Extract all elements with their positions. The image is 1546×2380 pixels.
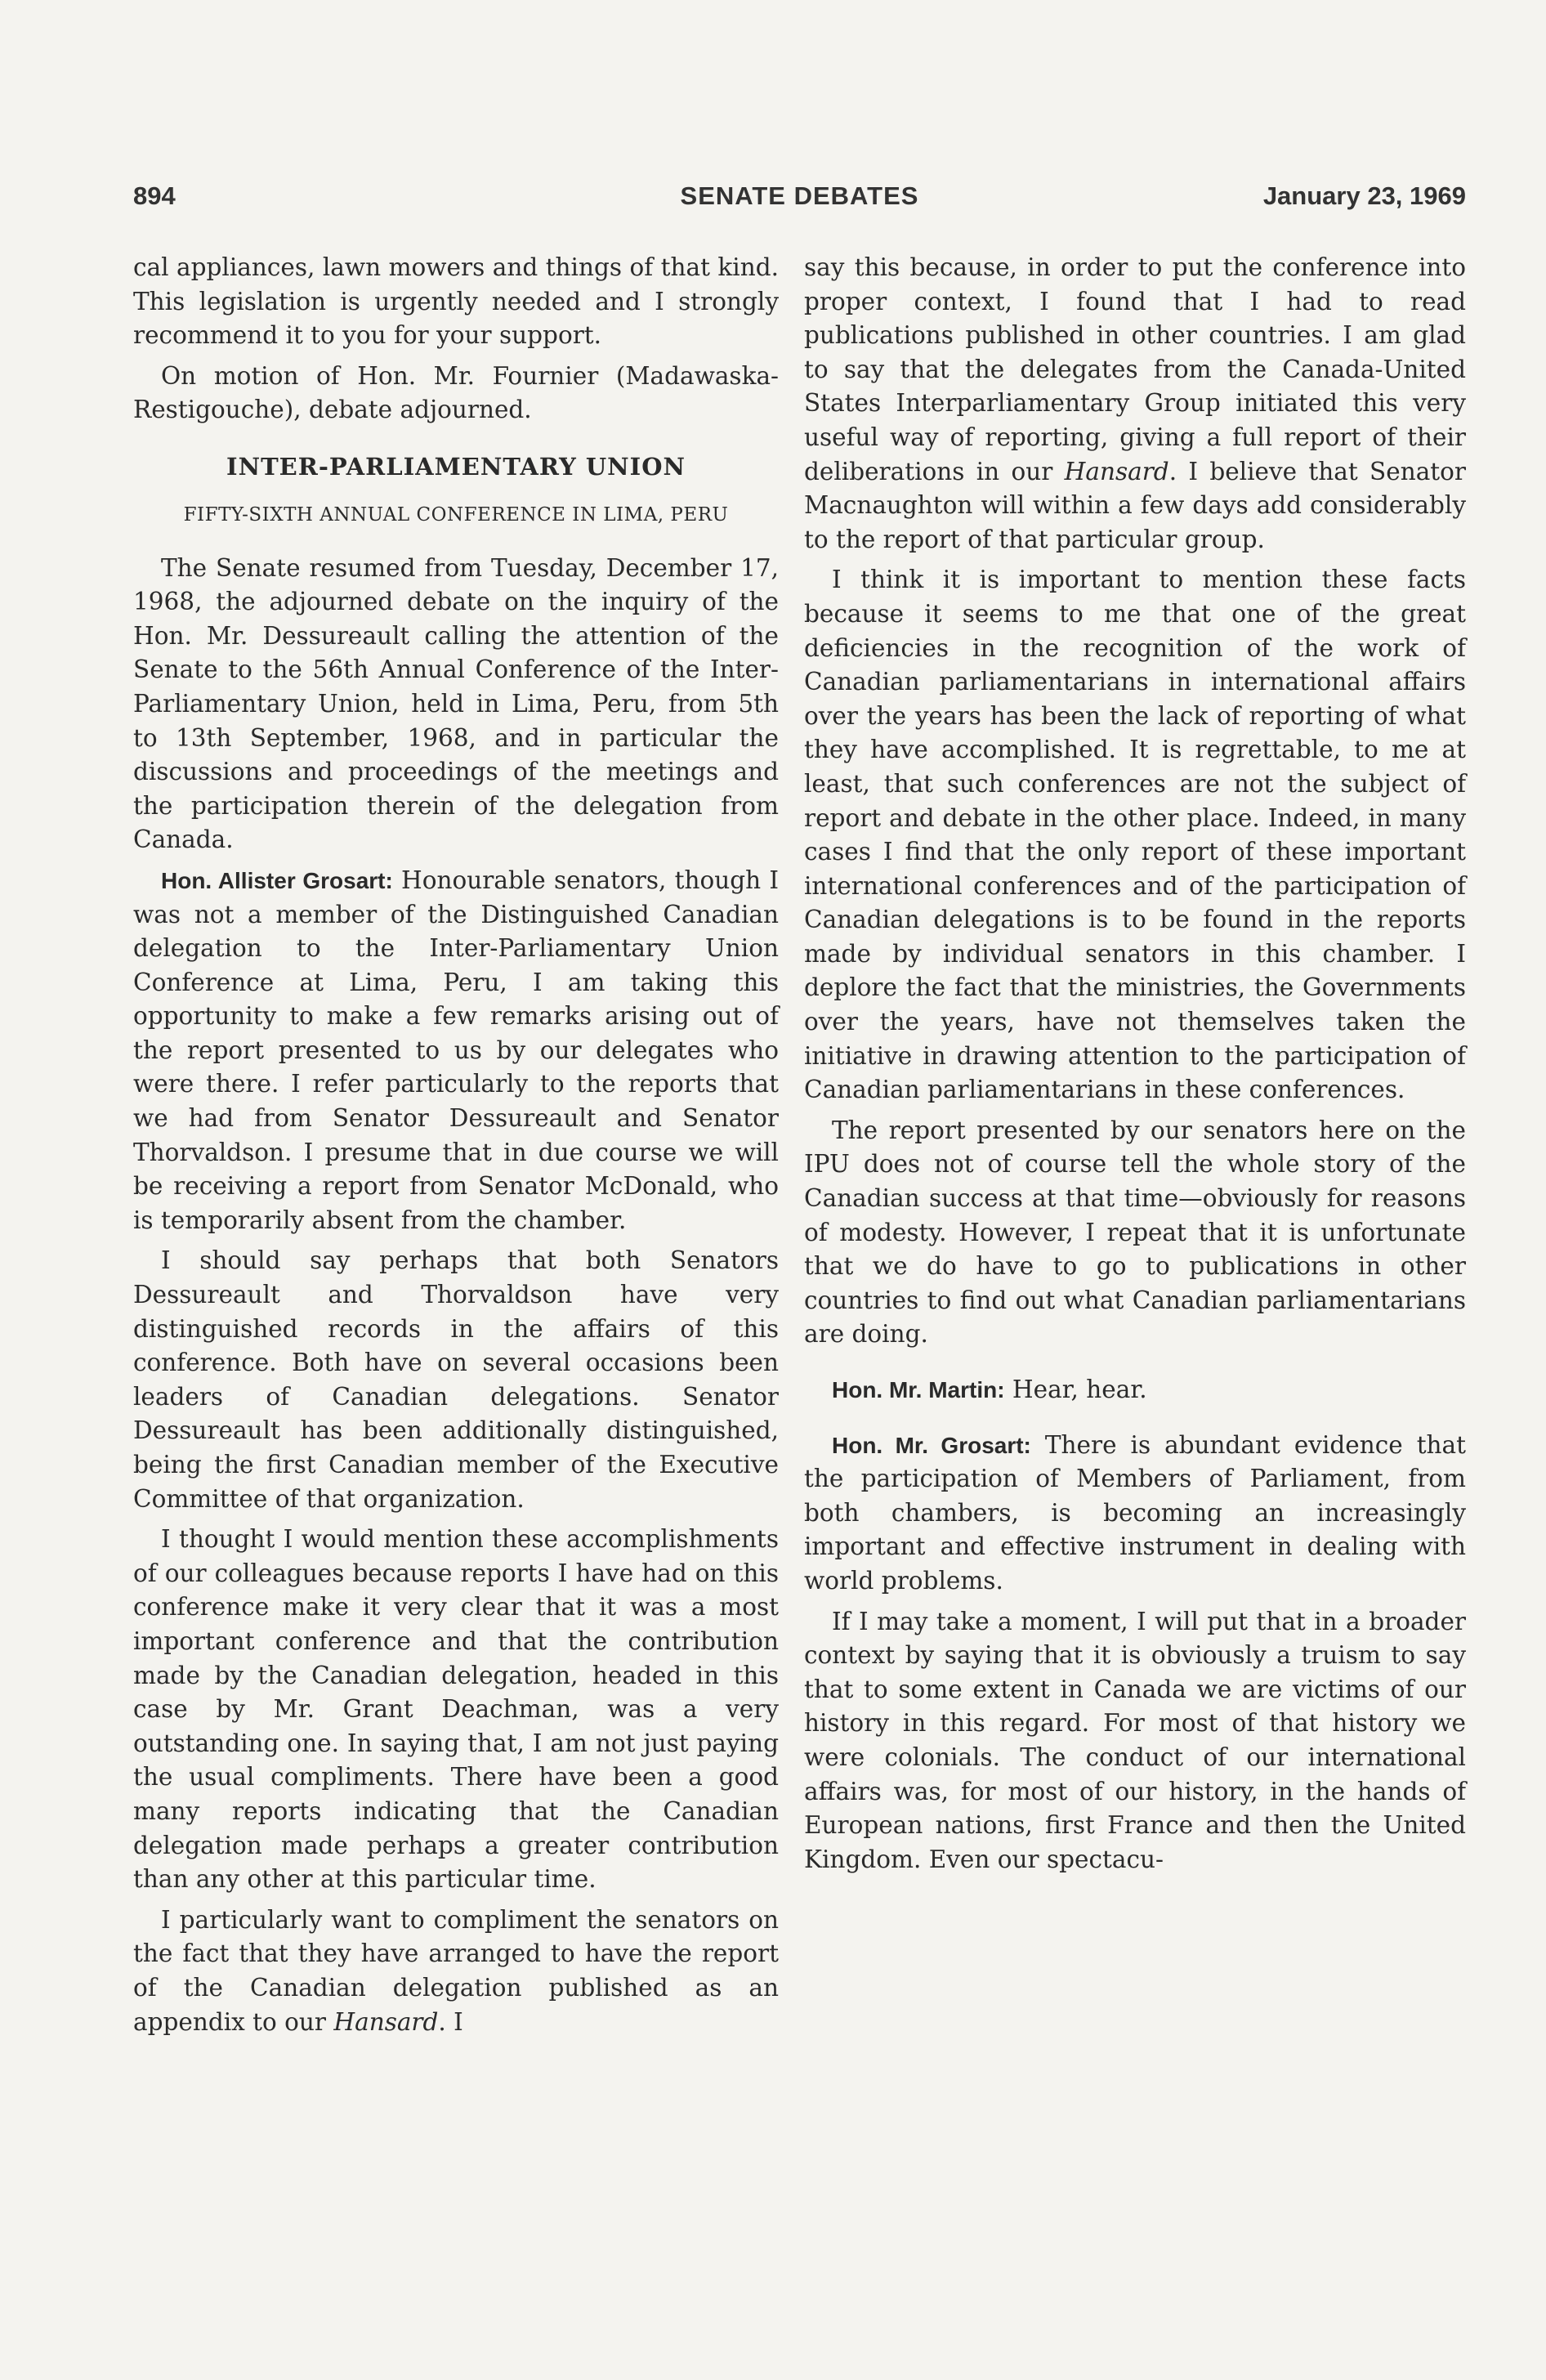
speech-text: Honourable senators, though I was not a member of the Distinguished Canadian delegation to the Inter-Parliamentary Union Conference at Lima, Peru, I am taking this opportunity to make a few remarks arising out of the report presented to us by our delegates who were there. I refer particularly to the reports that we had from Senator Dessureault and Senator Thorvaldson. I presume that in due course we will be receiving a report from Senator McDonald, who is temporarily absent from the chamber.	[133, 866, 779, 1234]
section-heading: INTER-PARLIAMENTARY UNION	[226, 452, 686, 481]
paragraph: I thought I would mention these accomplishments of our colleagues because reports I have had on this conference make it very clear that it was a most important conference and that the contribution made by the Canadian delegation, headed in this case by Mr. Grant Deachman, was a very outstanding one. In saying that, I am not just paying the usual compliments. There have been a good many reports indicating that the Canadian delegation made perhaps a greater contribution than any other at this particular time.	[133, 1525, 779, 1894]
speech-paragraph	[804, 1429, 1466, 1599]
paragraph: I think it is important to mention these facts because it seems to me that one of the great deficiencies in the recognition of the work of Canadian parliamentarians in international affairs over the years has been the lack of reporting of what they have accomplished. It is regrettable, to me at least, that such conferences are not the subject of report and debate in the other place. Indeed, in many cases I find that the only report of these important international conferences and of the participation of Canadian delegations is to be found in the reports made by individual senators in this chamber. I deplore the fact that the ministries, the Governments over the years, have not themselves taken the initiative in drawing attention to the participation of Canadian parliamentarians in these conferences.	[804, 566, 1466, 1104]
page-number: 894	[133, 181, 176, 210]
running-header	[133, 181, 1466, 217]
speaker-name: Hon. Mr. Grosart:	[832, 1432, 1031, 1458]
paragraph	[804, 251, 1466, 557]
speaker-name: Hon. Mr. Martin:	[832, 1377, 1005, 1402]
paragraph	[133, 1904, 779, 2039]
speech-paragraph	[804, 1373, 1466, 1407]
header-date: January 23, 1969	[1262, 181, 1466, 210]
speech-text: Hear, hear.	[1004, 1376, 1147, 1403]
paragraph: I should say perhaps that both Senators Dessureault and Thorvaldson have very distinguished records in the affairs of this conference. Both have on several occasions been leaders of Canadian delegations. Senator Dessureault has been additionally distinguished, being the first Canadian member of the Executive Committee of that organization.	[133, 1246, 779, 1513]
speaker-name: Hon. Allister Grosart:	[161, 867, 393, 893]
paragraph: The report presented by our senators here on the IPU does not of course tell the whole story of the Canadian success at that time—obviously for reasons of modesty. However, I repeat that it is unfortunate that we do have to go to publications in other countries to find out what Canadian parliamentarians are doing.	[804, 1116, 1466, 1349]
section-subheading: FIFTY-SIXTH ANNUAL CONFERENCE IN LIMA, PERU	[183, 503, 729, 526]
paragraph: If I may take a moment, I will put that in a broader context by saying that it is obviously a truism to say that to some extent in Canada we are victims of our history in this regard. For most of that history we were colonials. The conduct of our international affairs was, for most of our history, in the hands of European nations, first France and then the United Kingdom. Even our spectacu-	[804, 1607, 1466, 1873]
speech-paragraph	[133, 864, 779, 1238]
paragraph: On motion of Hon. Mr. Fournier (Madawaska-Restigouche), debate adjourned.	[133, 361, 779, 424]
text: I particularly want to compliment the senators on the fact that they have arranged to have the report of the Canadian delegation published as an appendix to our	[133, 1905, 779, 2036]
right-column	[804, 251, 1466, 1883]
left-column	[133, 251, 779, 2046]
text: . I believe that Senator Macnaughton will within a few days add considerably to the report of that particular group.	[804, 457, 1467, 553]
speech-text: There is abundant evidence that the participation of Members of Parliament, from both chambers, is becoming an increasingly important and effective instrument in dealing with world problems.	[804, 1430, 1466, 1595]
paragraph: cal appliances, lawn mowers and things of that kind. This legislation is urgently needed and I strongly recommend it to you for your support.	[133, 253, 779, 350]
publication-title: SENATE DEBATES	[680, 181, 919, 210]
text: say this because, in order to put the conference into proper context, I found that I had to read publications published in other countries. I am glad to say that the delegates from the Canada-United States Interparliamentary Group initiated this very useful way of reporting, giving a full report of their deliberations in our	[804, 253, 1466, 485]
paragraph: The Senate resumed from Tuesday, December 17, 1968, the adjourned debate on the inquiry of the Hon. Mr. Dessureault calling the attention of the Senate to the 56th Annual Conference of the Inter-Parliamentary Union, held in Lima, Peru, from 5th to 13th September, 1968, and in particular the discussions and proceedings of the meetings and the participation therein of the delegation from Canada.	[133, 553, 779, 854]
italic-text: Hansard	[1064, 457, 1169, 485]
italic-text: Hansard	[333, 2007, 439, 2036]
text: . I	[438, 2007, 463, 2036]
